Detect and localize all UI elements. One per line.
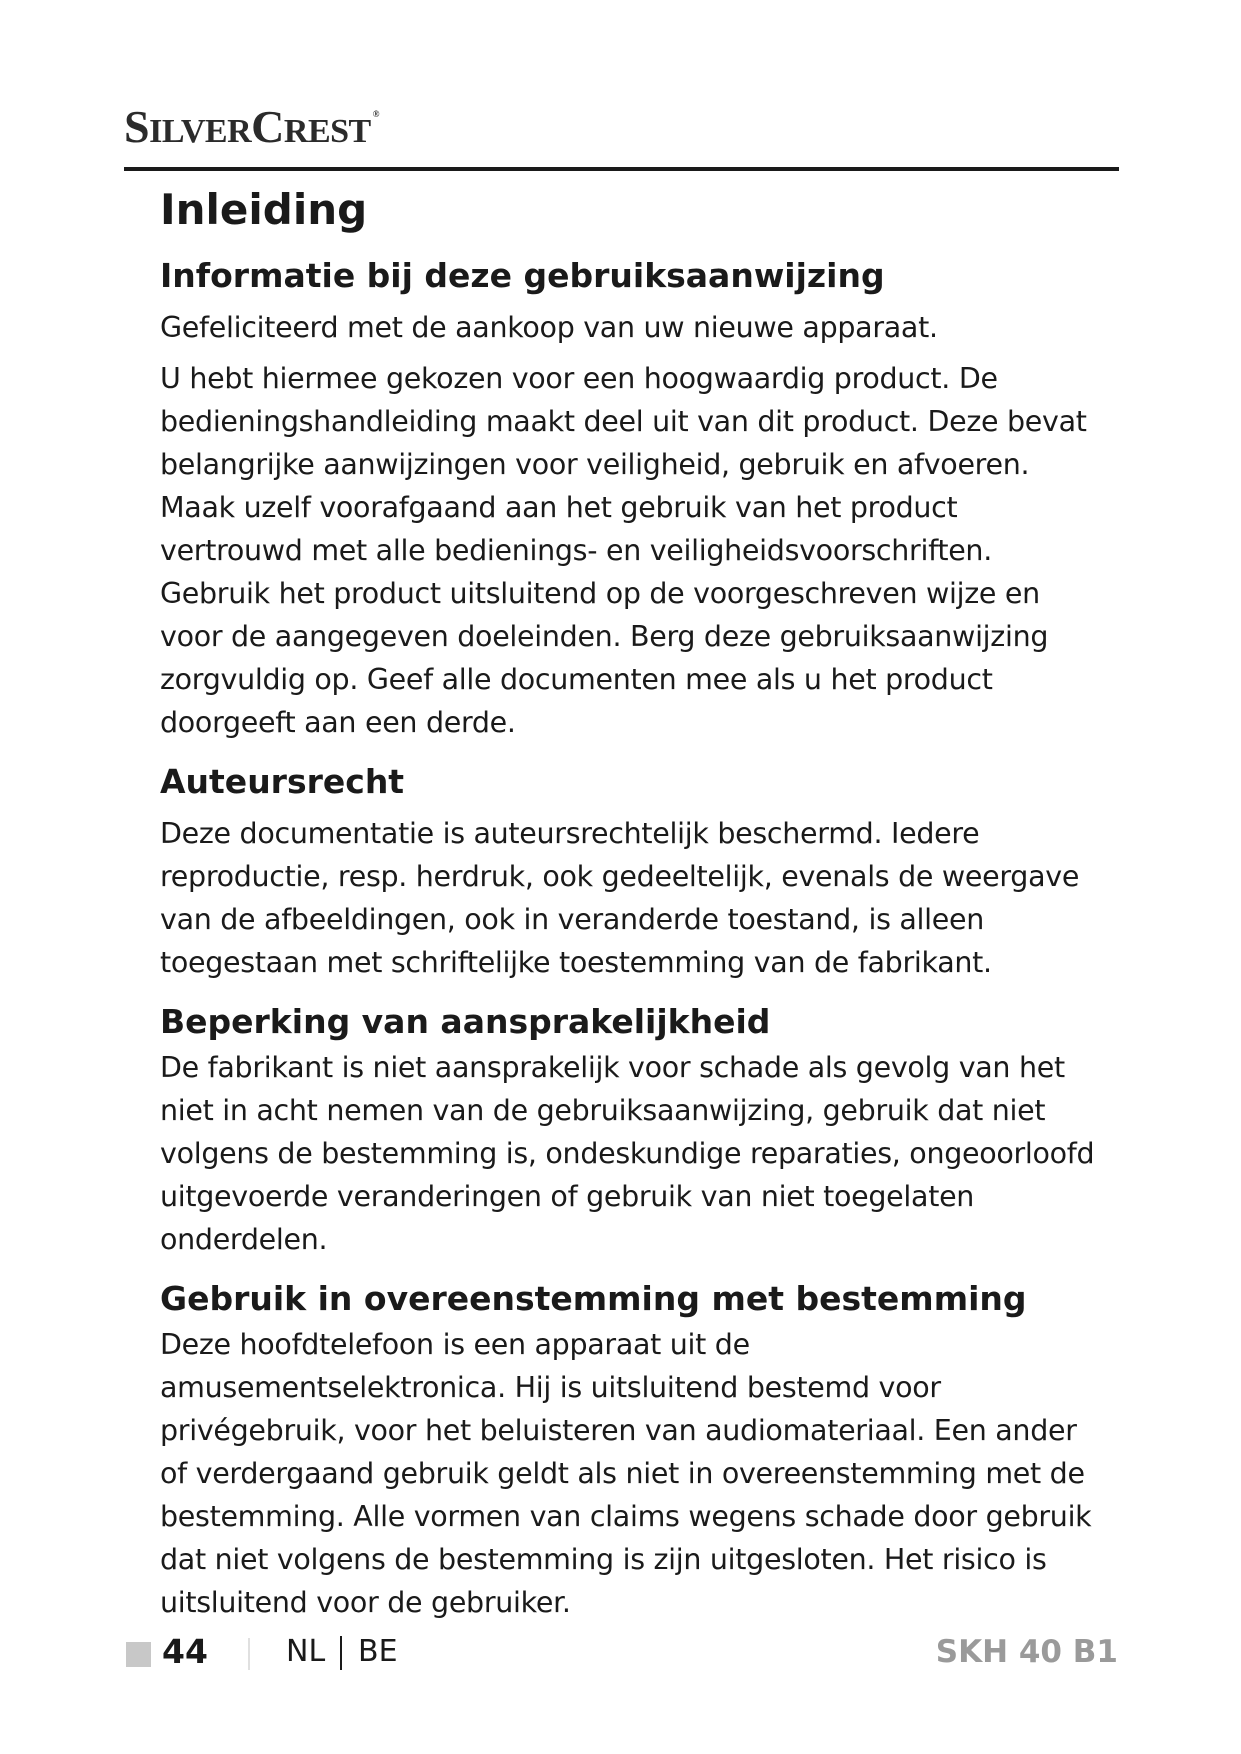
logo-letters-rest: REST [283, 113, 371, 150]
footer-divider-light [248, 1638, 250, 1670]
page-number: 44 [162, 1632, 208, 1671]
page-content [160, 180, 1100, 1624]
section-heading-aansprakelijkheid: Beperking van aansprakelijkheid [160, 1002, 771, 1041]
paragraph-informatie-2: U hebt hiermee gekozen voor een hoogwaardig product. De bedieningshandleiding maakt deel uit van dit product. Deze bevat belangrijke aanwijzingen voor veiligheid, gebruik en afvoeren. Maak uzelf voorafgaand aan het gebruik van het product vertrouwd met alle bedienings- en veiligheidsvoorschriften. Gebruik het product uitsluitend op de voorgeschreven wijze en voor de aangegeven doeleinden. Berg deze gebruiksaanwijzing zorgvuldig op. Geef alle documenten mee als u het product doorgeeft aan een derde. [160, 362, 1087, 739]
footer-divider [340, 1636, 342, 1670]
paragraph-informatie-1: Gefeliciteerd met de aankoop van uw nieuwe apparaat. [160, 311, 938, 344]
header-rule [124, 167, 1119, 171]
section-heading-bestemming: Gebruik in overeenstemming met bestemming [160, 1279, 1027, 1318]
registered-mark: ® [372, 109, 379, 119]
paragraph-bestemming: Deze hoofdtelefoon is een apparaat uit de amusementselektronica. Hij is uitsluitend bestemd voor privégebruik, voor het beluisteren van audiomateriaal. Een ander of verdergaand gebruik geldt als niet in overeenstemming met de bestemming. Alle vormen van claims wegens schade door gebruik dat niet volgens de bestemming is zijn uitgesloten. Het risico is uitsluitend voor de gebruiker. [160, 1328, 1092, 1619]
logo-letters-ilver: ILVER [149, 113, 252, 150]
logo-letter-s: S [124, 101, 150, 152]
section-heading-informatie: Informatie bij deze gebruiksaanwijzing [160, 256, 885, 295]
paragraph-auteursrecht: Deze documentatie is auteursrechtelijk beschermd. Iedere reproductie, resp. herdruk, ook gedeeltelijk, evenals de weergave van de afbeeldingen, ook in veranderde toestand, is alleen toegestaan met schriftelijke toestemming van de fabrikant. [160, 817, 1080, 979]
page-footer [126, 1630, 1118, 1674]
language-code-be: BE [358, 1634, 398, 1669]
logo-letter-c: C [251, 101, 284, 152]
model-number: SKH 40 B1 [935, 1634, 1118, 1670]
paragraph-aansprakelijkheid: De fabrikant is niet aansprakelijk voor schade als gevolg van het niet in acht nemen van de gebruiksaanwijzing, gebruik dat niet volgens de bestemming is, ondeskundige reparaties, ongeoorloofd uitgevoerde veranderingen of gebruik van niet toegelaten onderdelen. [160, 1051, 1095, 1256]
brand-logo [124, 101, 379, 152]
page-title: Inleiding [160, 185, 368, 234]
language-code-nl: NL [286, 1634, 326, 1669]
section-heading-auteursrecht: Auteursrecht [160, 762, 405, 801]
footer-square-icon [126, 1642, 151, 1667]
